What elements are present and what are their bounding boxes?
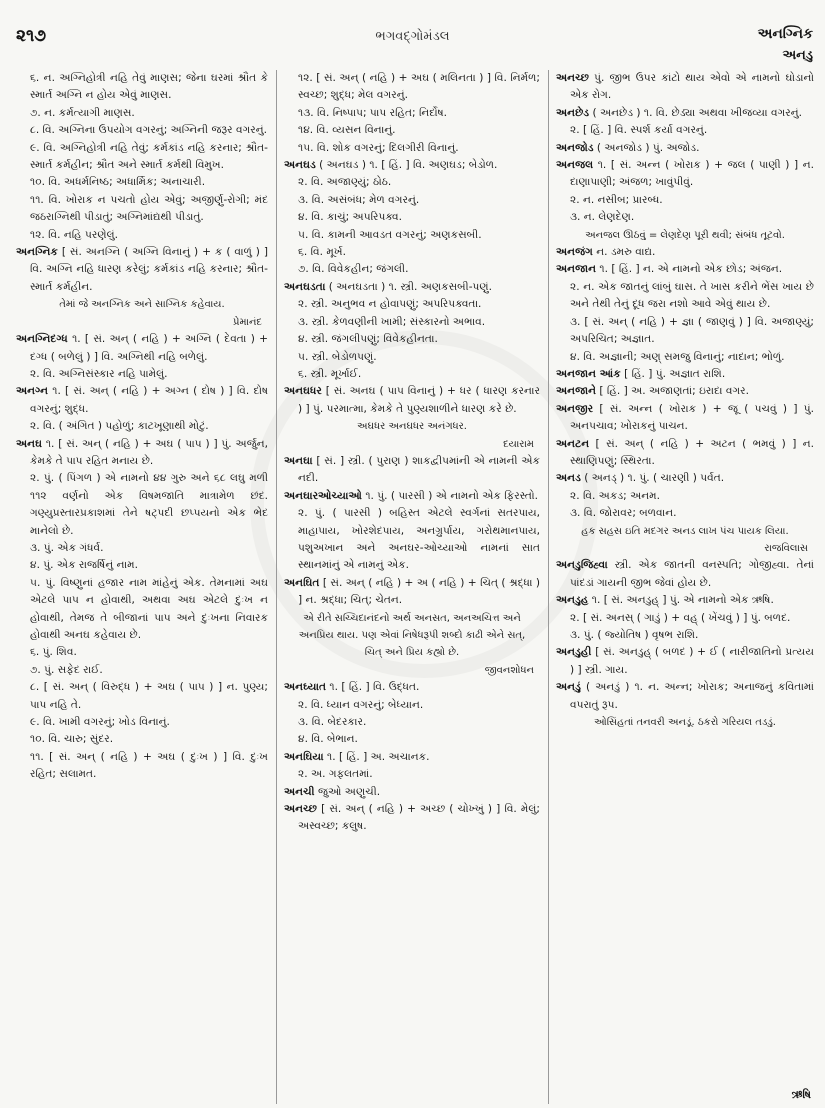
dictionary-entry bbox=[16, 331, 268, 366]
sense-line: ૨. વિ. ( અંગિત ) પહોળું; કાટખૂણાથી મોટું. bbox=[30, 420, 209, 433]
dictionary-entry bbox=[556, 679, 814, 714]
headword: અનગ્નિદગ્ધ bbox=[16, 333, 68, 346]
sense-line: ૬. પું. શિવ. bbox=[30, 646, 77, 659]
headword: અનઘારઓચ્યાઓ bbox=[284, 489, 362, 502]
guide-word-last: અનડુ bbox=[782, 48, 813, 63]
definition-text: [ હિં. ] પું. અજ્ઞાત રાશિ. bbox=[620, 367, 726, 380]
dictionary-entry bbox=[284, 784, 540, 801]
sense-line: ૫. વિ. કામની આવડત વગરનું; અણકસબી. bbox=[298, 228, 482, 241]
book-title: ભગવદ્ગોમંડલ bbox=[375, 29, 450, 44]
definition-text: ૧. [ સં. અન્ ( નહિ ) + અગ્નિ ( દેવતા ) + દગ્ધ ( બળેલું ) ] વિ. અગ્નિથી નહિ બળેલું. bbox=[30, 333, 268, 363]
sense-line: ૩. વિ. બેદરકાર. bbox=[298, 716, 367, 729]
headword: અનચ્છ bbox=[284, 803, 317, 816]
quotation: અનજલ ઊઠવું = લેણદેણ પૂરી થવી; સંબંધ તૂટવો. bbox=[585, 229, 785, 241]
dictionary-entry bbox=[16, 383, 268, 418]
sense-line: ૧૫. વિ. શોક વગરનું; દિલગીરી વિનાનું. bbox=[298, 141, 459, 154]
headword: અનજાને bbox=[556, 385, 597, 398]
dictionary-entry bbox=[556, 157, 814, 192]
quotation-attribution: રાજવિલાસ bbox=[764, 542, 808, 554]
definition-text: [ સં. અન્ન ( ખોરાક ) + જૂ ( પચવું ) ] પું. અનપચાવ; ખોરાકનું પાચન. bbox=[570, 402, 814, 433]
dictionary-entry bbox=[556, 644, 814, 679]
sense-line: ૮. વિ. અગ્નિના ઉપયોગ વગરનું; અગ્નિની જરૂર વગરનું. bbox=[30, 124, 268, 137]
definition-text: [ સં. ] સ્ત્રી. ( પુરાણ ) શાકદ્વીપમાંની એ નામની એક નદી. bbox=[298, 454, 540, 485]
definition-text: ૧. [ હિં. ] અ. અચાનક. bbox=[323, 750, 430, 763]
headword: અનછેડ bbox=[556, 106, 590, 119]
definition-text: [ સં. અન્ ( નહિ ) + અટન ( ભમવું ) ] ન. સ્થાણિપણું; સ્થિરતા. bbox=[570, 437, 814, 467]
quotation-attribution: જીવનશોધન bbox=[484, 664, 534, 676]
sense-line: ૩. પું. એક ગંધર્વ. bbox=[30, 541, 104, 554]
dictionary-entry bbox=[556, 105, 814, 122]
sense-line: ૯. વિ. અગ્નિહોત્રી નહિ તેવું; કર્મકાંડ નહિ કરનાર; શ્રૌત-સ્માર્ત કર્મહીન; શ્રૌત અને સ્માર્ત કર્મથી વિમુખ. bbox=[30, 141, 268, 172]
definition-text: ૧. [ હિં. ] વિ. ઉદ્ધત. bbox=[326, 681, 420, 694]
sense-line: ૨. પું. ( પિંગળ ) એ નામનો ૪૪ ગુરુ અને ૬૮ લઘુ મળી ૧૧૨ વર્ણનો એક વિષમજાતિ માત્રામેળ છંદ. ગણ્યુપ્રસ્તારપ્રકાશમાં તેને ષટ્પદી છપ્પયનો એક ભેદ માનેલો છે. bbox=[30, 472, 268, 537]
column-3 bbox=[556, 70, 814, 1104]
dictionary-entry bbox=[284, 453, 540, 488]
headword: અનજોડ bbox=[556, 141, 594, 154]
sense-line: ૨. અ. ગફલતમાં. bbox=[298, 768, 373, 781]
sense-line: ૨. વિ. અકડ; અનમ. bbox=[570, 489, 661, 502]
quotation: ઓસિંહતાં તનવરી અનડૂં. ઠકરો ગરિયલ તડડું. bbox=[594, 717, 776, 729]
sense-line: ૫. પું. વિષ્ણુનાં હજાર નામ માંહેનું એક. તેમનામાં અઘ એટલે પાપ ન હોવાથી, અથવા અઘ એટલે દુઃખ ન હોવાથી, તેમજ તે બીજાનાં પાપ અને દુઃખના નિવારક હોવાથી અનઘ કહેવાય છે. bbox=[30, 576, 268, 641]
dictionary-entry bbox=[556, 401, 814, 436]
definition-text: સ્ત્રી. એક જાતની વનસ્પતિ; ગોજીહ્વા. તેનાં પાંદડાં ગાયની જીભ જેવાં હોય છે. bbox=[570, 559, 814, 589]
headword: અનઘ્યાત bbox=[284, 681, 327, 694]
sense-line: ૧૦. વિ. ચારુ; સુંદર. bbox=[30, 733, 114, 746]
sense-line: ૧૩. વિ. નિષ્પાપ; પાપ રહિત; નિર્દોષ. bbox=[298, 106, 447, 119]
sense-line: ૨. પું. ( પારસી ) બહિસ્ત એટલે સ્વર્ગનાં સતરપાય, માહાપાય, ખોરશેદપાય, અનગ્રુર્પાય, ગરોથમાનપાય, પશુઅખાન અને અનઘર-ઓચ્યાઓ નામનાં સાત સ્થાનમાંનું એ નામનું એક. bbox=[298, 507, 540, 572]
dictionary-entry bbox=[556, 592, 814, 609]
sense-line: ૧૨. વિ. નહિ પરણેલું. bbox=[30, 228, 119, 241]
sense-line: ૭. પું. સફેદ રાઈ. bbox=[30, 663, 103, 676]
headword: અનજંગ bbox=[556, 246, 593, 259]
headword: અનટન bbox=[556, 437, 590, 450]
definition-text: ( અનઘડતા ) ૧. સ્ત્રી. અણકસબી-પણું. bbox=[325, 280, 493, 293]
dictionary-entry bbox=[556, 436, 814, 471]
column-2 bbox=[284, 70, 540, 1104]
dictionary-entry bbox=[284, 575, 540, 610]
headword: અનડુહી bbox=[556, 646, 592, 659]
headword: અનડું bbox=[556, 681, 581, 694]
sense-line: ૨. ન. નસીબ; પ્રારબ્ધ. bbox=[570, 193, 663, 206]
definition-text: [ સં. અનગ્નિ ( અગ્નિ વિનાનું ) + ક ( વાળું ) ] વિ. અગ્નિ નહિ ધારણ કરેલું; કર્મકાંડ નહિ કરનાર; શ્રૌત-સ્માર્ત કર્મહીન. bbox=[30, 246, 268, 293]
definition-text: ૧. [ હિં. ] ન. એ નામનો એક છોડ; અંજન. bbox=[596, 263, 783, 276]
definition-text: જુઓ અણુચી. bbox=[314, 785, 381, 798]
headword: અનડ bbox=[556, 472, 581, 485]
definition-text: ( અનડ્ ) ૧. પું. ( ચારણી ) પર્વત. bbox=[580, 472, 725, 485]
sense-line: ૧૨. [ સં. અન્ ( નહિ ) + અઘ ( મલિનતા ) ] વિ. નિર્મળ; સ્વચ્છ; શુદ્ધ; મેલ વગરનું. bbox=[298, 72, 540, 102]
dictionary-entry bbox=[556, 383, 814, 400]
headword: અનજીર bbox=[556, 402, 594, 415]
sense-line: ૬. વિ. મૂર્ખ. bbox=[298, 246, 346, 259]
definition-text: ( અનછેડ ) ૧. વિ. છેડ્યા અથવા ખીજવ્યા વગરનું. bbox=[589, 106, 803, 119]
dictionary-entry bbox=[284, 279, 540, 296]
dictionary-entry bbox=[16, 436, 268, 471]
sense-line: ૧૧. વિ. ખોરાક ન પચતો હોય એવું; અજીર્ણુ-રોગી; મંદ જઠરાગ્નિથી પીડાતું; અગ્નિમાંદ્યથી પીડાતું. bbox=[30, 193, 268, 224]
sense-line: ૪. પું. એક રાજર્ષિનું નામ. bbox=[30, 559, 138, 572]
definition-text: [ સં. અનઘ ( પાપ વિનાનું ) + ધર ( ધારણ કરનાર ) ] પું. પરમાત્મા, કેમકે તે પુણ્યશાળીને ધારણ કરે છે. bbox=[298, 385, 540, 415]
headword: અનગ્ન bbox=[16, 385, 49, 398]
dictionary-entry bbox=[556, 70, 814, 105]
dictionary-entry bbox=[284, 488, 540, 505]
sense-line: ૫. સ્ત્રી. બેડોળપણું. bbox=[298, 350, 377, 363]
definition-text: ( અનઘડ ) ૧. [ હિં. ] વિ. અણઘડ; બેડોળ. bbox=[315, 159, 498, 172]
headword: અનજાન bbox=[556, 263, 597, 276]
sense-line: ૨. [ સં. અનસ્ ( ગાડું ) + વહ્ ( ખેંચવું ) ] પું. બળદ. bbox=[570, 611, 791, 624]
definition-text: ૧. [ સં. અન્ ( નહિ ) + અઘ ( પાપ ) ] પું. અર્જુન, કેમકે તે પાપ રહિત મનાય છે. bbox=[30, 437, 268, 467]
definition-text: [ હિં. ] અ. અજાણતાં; ઇરાદા વગર. bbox=[596, 385, 750, 398]
definition-text: ૧. [ સં. અન્ ( નહિ ) + અગ્ન ( દોષ ) ] વિ. દોષ વગરનું; શુદ્ધ. bbox=[30, 385, 268, 415]
quotation: હક સહસ ઇતિ મદગર અનડ લાખ પંચ પાયક લિયા. bbox=[581, 525, 789, 537]
headword: અનડુજિહ્વા bbox=[556, 559, 608, 572]
headword: અનઘધર bbox=[284, 385, 322, 398]
sense-line: ૧૧. [ સં. અન્ ( નહિ ) + અઘ ( દુઃખ ) ] વિ. દુઃખ રહિત; સલામત. bbox=[30, 750, 268, 781]
quotation: અઘધર અનઘધર અનંગધર. bbox=[357, 421, 467, 433]
headword: અનઘિયા bbox=[284, 750, 324, 763]
sense-line: ૪. વિ. બેભાન. bbox=[298, 733, 358, 746]
definition-text: ( અનડું ) ૧. ન. અન્ન; ખોરાક; અનાજનું કવિતામાં વપરાતું રૂપ. bbox=[570, 681, 814, 711]
sense-line: ૩. ન. લેણદેણ. bbox=[570, 211, 635, 224]
sense-line: ૨. ન. એક જાતનું લાંબું ઘાસ. તે ખાસ કરીને ભેંસ ખાય છે અને તેથી તેનું દૂધ જરા નશો આવે એવું થાય છે. bbox=[570, 280, 814, 311]
column-divider bbox=[548, 70, 549, 1104]
sense-line: ૪. વિ. કાચું; અપરિપક્વ. bbox=[298, 211, 402, 224]
sense-line: ૩. વિ. જોરાવર; બળવાન. bbox=[570, 507, 677, 520]
dictionary-entry bbox=[16, 244, 268, 296]
definition-text: ( અનજોડ ) પું. અજોડ. bbox=[593, 141, 700, 154]
sense-line: ૨. સ્ત્રી. અનુભવ ન હોવાપણું; અપરિપક્વતા. bbox=[298, 298, 482, 311]
sense-line: ૨. વિ. અગ્નિસંસ્કાર નહિ પામેલું. bbox=[30, 367, 168, 380]
sense-line: ૬. ન. અગ્નિહોત્રી નહિ તેવું માણસ; જેના ઘરમાં શ્રૌત કે સ્માર્ત અગ્નિ ન હોય એવું માણસ. bbox=[30, 72, 268, 102]
sense-line: ૧૦. વિ. અધર્મનિષ્ઠ; અધાર્મિક; અનાચારી. bbox=[30, 176, 206, 189]
dictionary-entry bbox=[284, 749, 540, 766]
sense-line: ૩. [ સં. અન્ ( નહિ ) + જ્ઞા ( જાણવું ) ] વિ. અજાણ્યું; અપરિચિત; અજ્ઞાત. bbox=[570, 315, 814, 346]
headword: અનજલ bbox=[556, 159, 594, 172]
page-header bbox=[0, 0, 825, 72]
sense-line: ૩. સ્ત્રી. કેળવણીની ખામી; સંસ્કારનો અભાવ. bbox=[298, 315, 486, 328]
sense-line: ૯. વિ. ખામી વગરનું; ખોડ વિનાનું. bbox=[30, 716, 170, 729]
footer-corner-note: ઋષિ bbox=[791, 1088, 811, 1101]
headword: અનડુહ bbox=[556, 594, 589, 607]
dictionary-entry bbox=[284, 679, 540, 696]
column-divider bbox=[276, 70, 277, 1104]
dictionary-entry bbox=[284, 383, 540, 418]
dictionary-entry bbox=[556, 470, 814, 487]
sense-line: ૭. ન. કર્મત્યાગી માણસ. bbox=[30, 106, 135, 119]
definition-text: ૧. [ સં. અન્ન ( ખોરાક ) + જલ ( પાણી ) ] ન. દાણાપાણી; અંજળ; ખાવુંપીવું. bbox=[570, 159, 814, 189]
sense-line: ૧૪. વિ. વ્યસન વિનાનું. bbox=[298, 124, 396, 137]
sense-line: ૭. વિ. વિવેકહીન; જંગલી. bbox=[298, 263, 409, 276]
sense-line: ૩. પું. ( જ્યોતિષ ) વૃષભ રાશિ. bbox=[570, 629, 699, 641]
sense-line: ૨. વિ. ધ્યાન વગરનું; બેધ્યાન. bbox=[298, 698, 424, 711]
definition-text: ૧. [ સં. અનડુહ્ ] પું. એ નામનો એક ઋષિ. bbox=[588, 594, 774, 607]
definition-text: [ સં. અન્ ( નહિ ) + અ ( નહિ ) + ચિત્ ( શ્રદ્ધા ) ] ન. શ્રદ્ધા; ચિત્; ચેતન. bbox=[298, 576, 540, 607]
definition-text: ૧. પું. ( પારસી ) એ નામનો એક ફિરસ્તો. bbox=[361, 489, 538, 502]
definition-text: ન. ડમરુ વાદ્ય. bbox=[592, 246, 656, 259]
headword: અનઘિત bbox=[284, 576, 320, 589]
dictionary-entry bbox=[556, 557, 814, 592]
headword: અનજાન આંક bbox=[556, 367, 621, 380]
headword: અનગ્નિક bbox=[16, 246, 58, 259]
quotation: તેમાં જે અનગ્નિક અને સાગ્નિક કહેવાય. bbox=[59, 299, 225, 311]
headword: અનચી bbox=[284, 785, 315, 798]
definition-text: પું. જીભ ઉપર કાંટો થાય એવો એ નામનો ઘોડાનો એક રોગ. bbox=[570, 72, 814, 102]
page-number: ૨૧૭ bbox=[16, 26, 47, 46]
sense-line: ૬. સ્ત્રી. મૂર્ખાઈ. bbox=[298, 367, 362, 380]
sense-line: ૮. [ સં. અન્ ( વિરુદ્ધ ) + અઘ ( પાપ ) ] ન. પુણ્ય; પાપ નહિ તે. bbox=[30, 681, 268, 711]
headword: અનઘા bbox=[284, 454, 313, 467]
definition-text: [ સં. અનડુહ્ ( બળદ ) + ઈ ( નારીજાતિનો પ્રત્યય ) ] સ્ત્રી. ગાય. bbox=[570, 646, 814, 676]
sense-line: ૩. વિ. અસંબંધ; મેળ વગરનું. bbox=[298, 193, 420, 206]
dictionary-entry bbox=[284, 801, 540, 836]
sense-line: ૨. વિ. અજાણ્યું; ઠોઠ. bbox=[298, 176, 392, 189]
sense-line: ૪. સ્ત્રી. જંગલીપણું; વિવેકહીનતા. bbox=[298, 333, 438, 346]
headword: અનઘડ bbox=[284, 159, 316, 172]
dictionary-entry bbox=[556, 140, 814, 157]
quotation-attribution: દયારામ bbox=[503, 438, 534, 450]
dictionary-entry bbox=[556, 261, 814, 278]
sense-line: ૨. [ હિં. ] વિ. સ્પર્શ કર્યા વગરનું. bbox=[570, 124, 708, 137]
dictionary-entry bbox=[556, 366, 814, 383]
headword: અનચ્છ bbox=[556, 72, 589, 84]
dictionary-entry bbox=[556, 244, 814, 261]
sense-line: ૪. વિ. અજ્ઞાની; અણ્ સમજુ વિનાનું; નાદાન; ભોળું. bbox=[570, 350, 785, 363]
guide-word-first: અનગ્નિક bbox=[757, 26, 813, 42]
column-1 bbox=[16, 70, 268, 1104]
dictionary-entry bbox=[284, 157, 540, 174]
quotation: એ રીતે સચ્ચિદાનંદનો અર્થ અનસત, અનઅચિત્ત અને અનપ્રિય થાય. પણ એવાં નિષેધરૂપી શબ્દો કાઢી એને સત્, ચિત્ અને પ્રિય કહ્યો છે. bbox=[298, 612, 526, 659]
quotation-attribution: પ્રેમાનંદ bbox=[232, 316, 262, 328]
definition-text: [ સં. અન્ ( નહિ ) + અચ્છ ( ચોખ્ખું ) ] વિ. મેલું; અસ્વચ્છ; કલુષ. bbox=[298, 803, 540, 833]
headword: અનઘ bbox=[16, 437, 42, 450]
headword: અનઘડતા bbox=[284, 280, 326, 293]
